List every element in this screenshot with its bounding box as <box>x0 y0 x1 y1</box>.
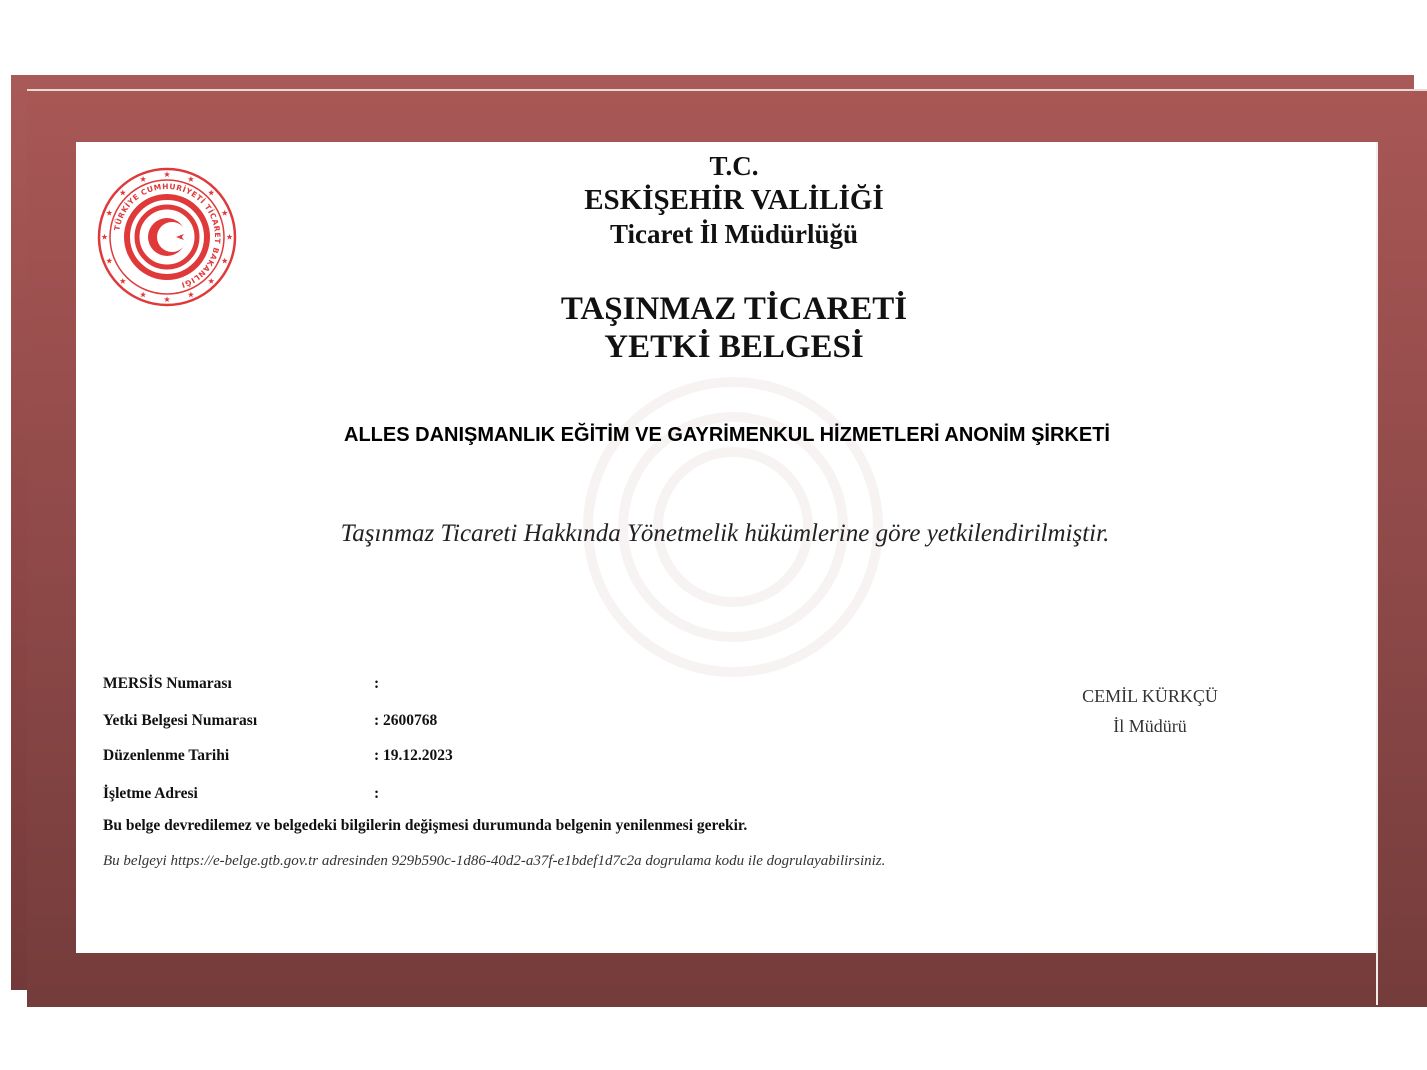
signer-name: CEMİL KÜRKÇÜ <box>1082 686 1218 706</box>
authorization-statement: Taşınmaz Ticareti Hakkında Yönetmelik hükümlerine göre yetkilendirilmiştir. <box>340 520 1110 547</box>
seal-star-icon <box>140 292 146 298</box>
ministry-seal-logo <box>96 166 238 308</box>
document-title <box>434 290 1034 366</box>
header-governorship: ESKİŞEHİR VALİLİĞİ <box>584 184 884 216</box>
detail-label: İşletme Adresi <box>103 785 198 802</box>
seal-star-icon <box>164 296 170 302</box>
verification-text: Bu belgeyi https://e-belge.gtb.gov.tr adresinden 929b590c-1d86-40d2-a37f-e1bdef1d7c2a dogrulama kodu ile dogrulayabilirsiniz. <box>103 853 886 869</box>
detail-label: Düzenlenme Tarihi <box>103 747 230 764</box>
seal-star-icon <box>226 234 232 240</box>
document-title-line1: TAŞINMAZ TİCARETİ <box>560 291 908 327</box>
detail-value: : 19.12.2023 <box>374 747 453 764</box>
issuer-header <box>434 150 1034 251</box>
seal-star-icon <box>106 258 112 264</box>
seal-star-icon <box>208 278 214 284</box>
document-title-line2: YETKİ BELGESİ <box>604 329 864 365</box>
seal-star-icon <box>164 171 170 177</box>
detail-value: : <box>374 675 380 692</box>
paper-edge <box>1376 142 1378 1005</box>
svg-text:TÜRKİYE CUMHURİYETİ TİCARET BA: TÜRKİYE CUMHURİYETİ TİCARET BAKANLIĞI <box>112 181 223 290</box>
signer-block <box>1030 681 1270 741</box>
seal-star-icon <box>188 292 194 298</box>
transfer-notice: Bu belge devredilemez ve belgedeki bilgilerin değişmesi durumunda belgenin yenilenmesi gerekir. <box>103 817 748 834</box>
seal-star-icon <box>120 278 126 284</box>
seal-star-icon <box>222 258 228 264</box>
detail-value: : 2600768 <box>374 712 438 729</box>
detail-label: MERSİS Numarası <box>103 675 232 692</box>
seal-star-icon <box>222 210 228 216</box>
header-directorate: Ticaret İl Müdürlüğü <box>609 219 859 249</box>
seal-star-icon <box>106 210 112 216</box>
seal-star-icon <box>188 176 194 182</box>
seal-star-icon <box>101 234 107 240</box>
detail-label: Yetki Belgesi Numarası <box>103 712 258 729</box>
detail-value: : <box>374 785 380 802</box>
seal-star-icon <box>120 190 126 196</box>
seal-star-icon <box>140 176 146 182</box>
header-tc: T.C. <box>709 151 759 181</box>
signer-title: İl Müdürü <box>1113 716 1187 736</box>
seal-star-icon <box>208 190 214 196</box>
company-name: ALLES DANIŞMANLIK EĞİTİM VE GAYRİMENKUL HİZMETLERİ ANONİM ŞİRKETİ <box>344 424 1110 446</box>
